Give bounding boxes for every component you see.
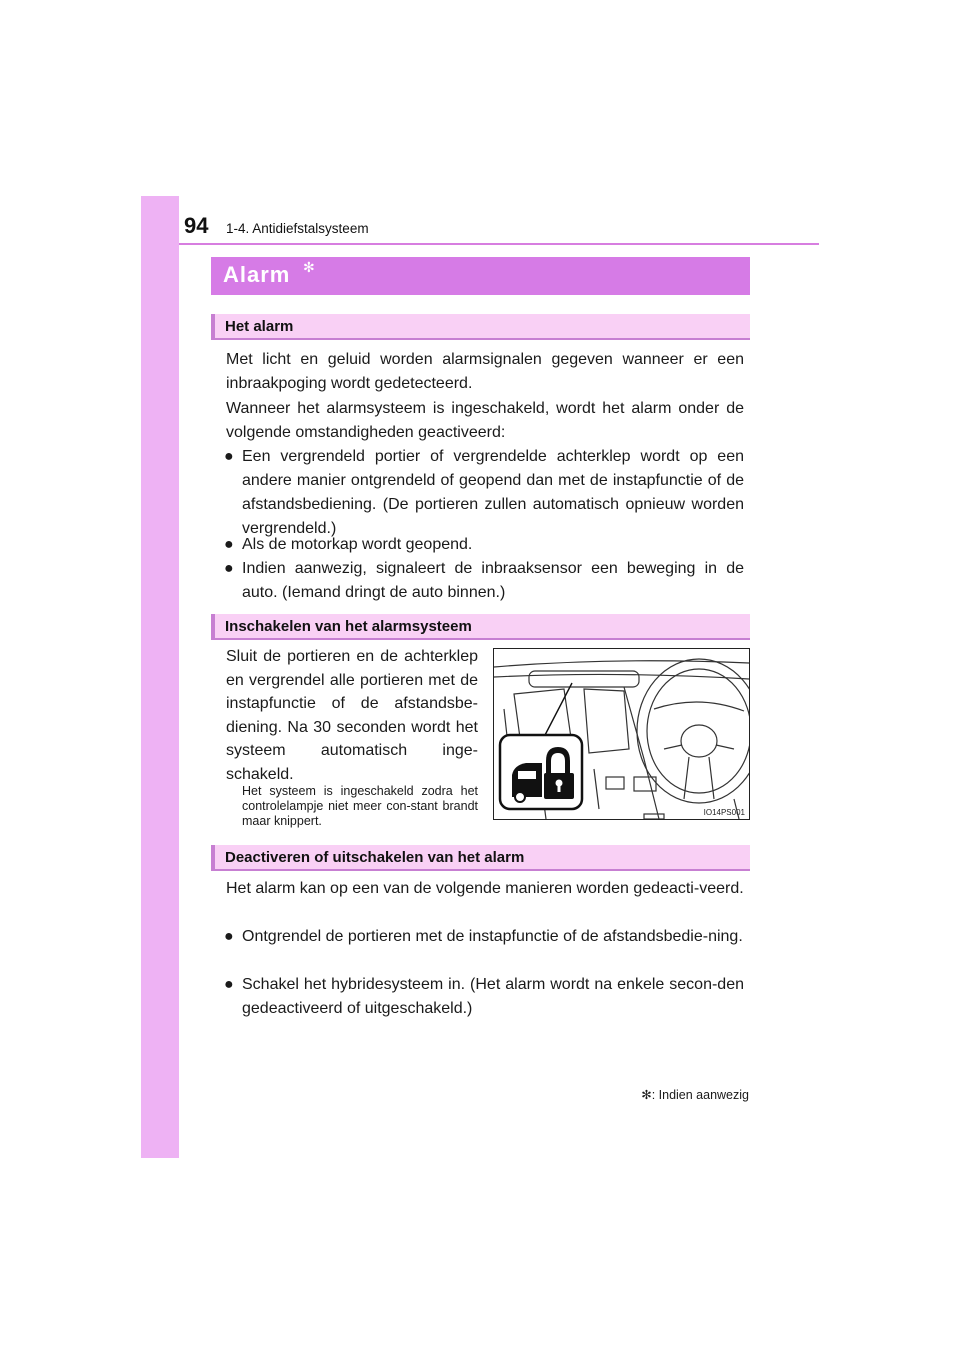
section-heading: Deactiveren of uitschakelen van het alarm bbox=[225, 849, 525, 866]
page-title-bar bbox=[211, 257, 750, 295]
list-item: Schakel het hybridesysteem in. (Het alarm wordt na enkele secon-den gedeactiveerd of uitgeschakeld.) bbox=[242, 976, 744, 1017]
activation-paragraph: Sluit de portieren en de achterklep en vergrendel alle portieren met de instapfunctie of de afstandsbe-diening. Na 30 seconden wordt het systeem automatisch inge-schakeld. bbox=[226, 648, 478, 783]
footnote-text: : Indien aanwezig bbox=[651, 1088, 749, 1102]
dashboard-illustration bbox=[493, 648, 750, 820]
bullet-icon: ● bbox=[224, 536, 234, 553]
section-heading-bar bbox=[211, 314, 750, 340]
list-item: Een vergrendeld portier of vergrendelde achterklep wordt op een andere manier ontgrendeld of geopend dan met de instapfunctie of de afstandsbediening. (De portieren zullen automatisch opnieuw worden vergrendeld.) bbox=[242, 448, 744, 537]
dashboard-drawing bbox=[494, 649, 749, 819]
condition-paragraph: Wanneer het alarmsysteem is ingeschakeld, wordt het alarm onder de volgende omstandigheden geactiveerd: bbox=[226, 400, 744, 441]
bullet-icon: ● bbox=[224, 976, 234, 993]
header-rule bbox=[179, 243, 819, 245]
bullet-icon: ● bbox=[224, 448, 234, 465]
running-header: 1-4. Antidiefstalsysteem bbox=[226, 221, 369, 236]
page-title: Alarm bbox=[223, 262, 291, 287]
list-item: Ontgrendel de portieren met de instapfunctie of de afstandsbedie-ning. bbox=[242, 928, 743, 945]
chapter-sidebar-tab bbox=[141, 196, 179, 1158]
page-number: 94 bbox=[184, 213, 209, 238]
list-item: Als de motorkap wordt geopend. bbox=[242, 536, 473, 553]
section-heading: Inschakelen van het alarmsysteem bbox=[225, 618, 472, 635]
bullet-icon: ● bbox=[224, 928, 234, 945]
section-heading: Het alarm bbox=[225, 318, 294, 335]
bullet-icon: ● bbox=[224, 560, 234, 577]
section-heading-bar bbox=[211, 614, 750, 640]
activation-note: Het systeem is ingeschakeld zodra het controlelampje niet meer con-stant brandt maar knippert. bbox=[242, 784, 478, 828]
asterisk-icon: ✻ bbox=[303, 259, 315, 275]
deactivation-paragraph: Het alarm kan op een van de volgende manieren worden gedeacti-veerd. bbox=[226, 880, 744, 897]
intro-paragraph: Met licht en geluid worden alarmsignalen gegeven wanneer er een inbraakpoging wordt gedetecteerd. bbox=[226, 351, 744, 392]
footnote bbox=[641, 1087, 749, 1102]
asterisk-icon: ✻ bbox=[641, 1088, 652, 1102]
figure-code: IO14PS001 bbox=[703, 808, 745, 817]
list-item: Indien aanwezig, signaleert de inbraaksensor een beweging in de auto. (Iemand dringt de auto binnen.) bbox=[242, 560, 744, 601]
section-heading-bar bbox=[211, 845, 750, 871]
